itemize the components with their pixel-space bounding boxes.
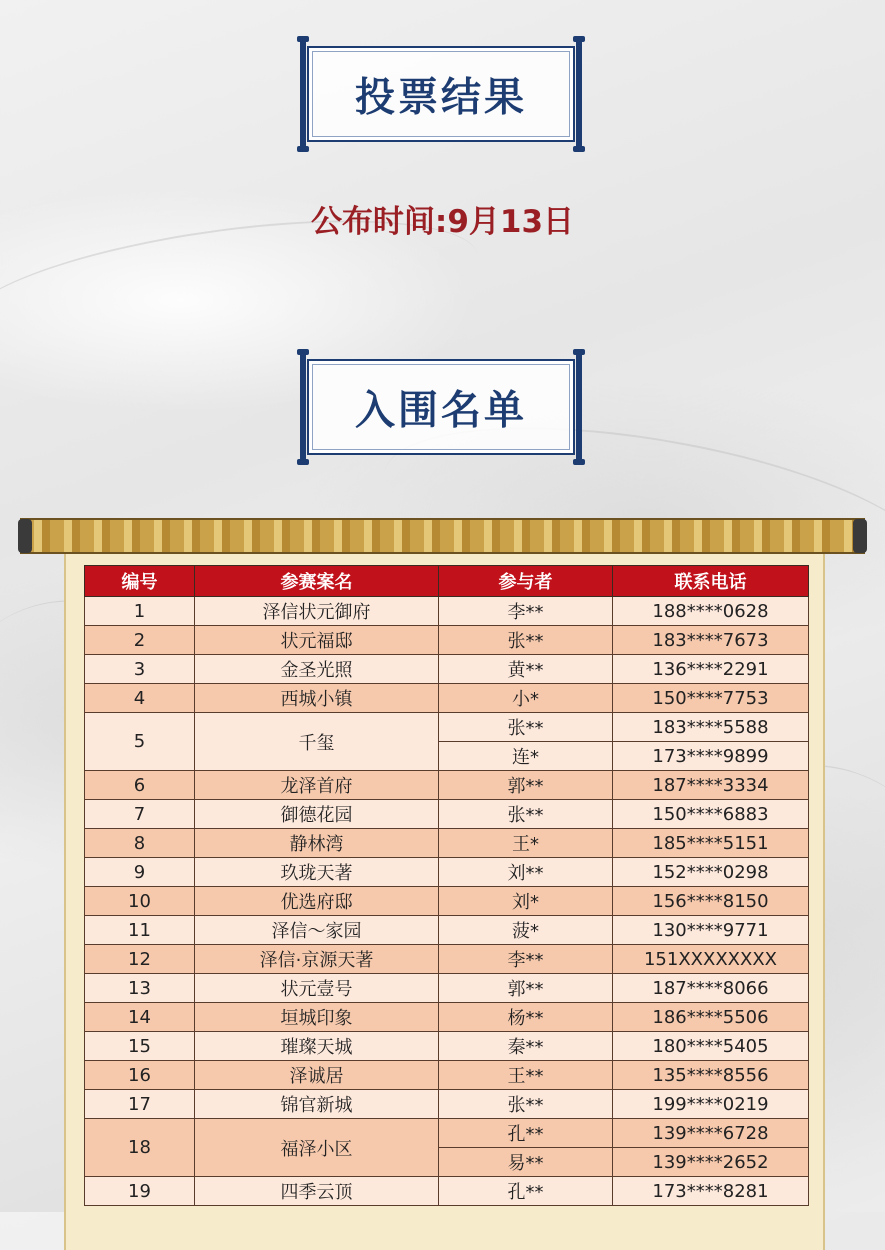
table-row — [85, 771, 809, 800]
cell-id: 17 — [85, 1090, 195, 1119]
cell-participant: 杨** — [439, 1003, 613, 1032]
cell-participant: 王** — [439, 1061, 613, 1090]
rod-cap — [573, 349, 585, 355]
cell-phone: 139****6728 — [613, 1119, 809, 1148]
table-row — [85, 597, 809, 626]
cell-entry-name: 状元福邸 — [195, 626, 439, 655]
cell-phone: 150****7753 — [613, 684, 809, 713]
table-row — [85, 945, 809, 974]
cell-id: 11 — [85, 916, 195, 945]
cell-phone: 130****9771 — [613, 916, 809, 945]
cell-phone: 135****8556 — [613, 1061, 809, 1090]
cell-entry-name: 状元壹号 — [195, 974, 439, 1003]
cell-id: 14 — [85, 1003, 195, 1032]
rod-cap — [297, 459, 309, 465]
cell-participant: 张** — [439, 713, 613, 742]
cell-id: 8 — [85, 829, 195, 858]
column-header-participant: 参与者 — [439, 566, 613, 597]
cell-participant: 黄** — [439, 655, 613, 684]
cell-participant: 刘* — [439, 887, 613, 916]
cell-participant: 秦** — [439, 1032, 613, 1061]
rod-cap — [573, 459, 585, 465]
cell-participant: 孔** — [439, 1177, 613, 1206]
cell-phone: 186****5506 — [613, 1003, 809, 1032]
table-row — [85, 713, 809, 742]
table-body — [85, 597, 809, 1206]
cell-entry-name: 龙泽首府 — [195, 771, 439, 800]
cell-participant: 连* — [439, 742, 613, 771]
cell-entry-name: 锦官新城 — [195, 1090, 439, 1119]
cell-participant: 郭** — [439, 771, 613, 800]
column-header-phone: 联系电话 — [613, 566, 809, 597]
cell-entry-name: 垣城印象 — [195, 1003, 439, 1032]
cell-phone: 156****8150 — [613, 887, 809, 916]
table-header-row — [85, 566, 809, 597]
cell-id: 2 — [85, 626, 195, 655]
title-banner — [297, 36, 585, 152]
cell-phone: 139****2652 — [613, 1148, 809, 1177]
rod-cap — [573, 36, 585, 42]
rod-end-left — [18, 519, 32, 553]
cell-id: 12 — [85, 945, 195, 974]
cell-participant: 孔** — [439, 1119, 613, 1148]
cell-entry-name: 璀璨天城 — [195, 1032, 439, 1061]
cell-entry-name: 静林湾 — [195, 829, 439, 858]
scroll-top-rod — [20, 518, 865, 554]
cell-entry-name: 泽信状元御府 — [195, 597, 439, 626]
cell-id: 6 — [85, 771, 195, 800]
cell-participant: 易** — [439, 1148, 613, 1177]
cell-phone: 188****0628 — [613, 597, 809, 626]
rod-cap — [297, 146, 309, 152]
table-row — [85, 684, 809, 713]
cell-entry-name: 泽诚居 — [195, 1061, 439, 1090]
table-row — [85, 887, 809, 916]
cell-entry-name: 千玺 — [195, 713, 439, 771]
cell-id: 15 — [85, 1032, 195, 1061]
cell-participant: 刘** — [439, 858, 613, 887]
page-title: 投票结果 — [355, 74, 527, 121]
table-row — [85, 974, 809, 1003]
cell-phone: 187****3334 — [613, 771, 809, 800]
cell-entry-name: 优选府邸 — [195, 887, 439, 916]
cell-participant: 张** — [439, 1090, 613, 1119]
cell-phone: 136****2291 — [613, 655, 809, 684]
column-header-id: 编号 — [85, 566, 195, 597]
cell-id: 19 — [85, 1177, 195, 1206]
table-row — [85, 655, 809, 684]
table-row — [85, 1090, 809, 1119]
cell-phone: 187****8066 — [613, 974, 809, 1003]
table-row — [85, 916, 809, 945]
cell-phone: 199****0219 — [613, 1090, 809, 1119]
cell-participant: 菠* — [439, 916, 613, 945]
cell-participant: 李** — [439, 945, 613, 974]
table-row — [85, 1177, 809, 1206]
finalist-table — [84, 565, 809, 1206]
cell-phone: 180****5405 — [613, 1032, 809, 1061]
cell-entry-name: 四季云顶 — [195, 1177, 439, 1206]
rod-end-right — [853, 519, 867, 553]
rod-cap — [573, 146, 585, 152]
rod-cap — [297, 349, 309, 355]
cell-id: 3 — [85, 655, 195, 684]
cell-id: 1 — [85, 597, 195, 626]
cell-phone: 173****8281 — [613, 1177, 809, 1206]
cell-id: 13 — [85, 974, 195, 1003]
cell-phone: 183****7673 — [613, 626, 809, 655]
cell-entry-name: 泽信·京源天著 — [195, 945, 439, 974]
table-row — [85, 800, 809, 829]
cell-phone: 152****0298 — [613, 858, 809, 887]
cell-phone: 150****6883 — [613, 800, 809, 829]
cell-participant: 张** — [439, 800, 613, 829]
section-title: 入围名单 — [355, 387, 527, 434]
table-row — [85, 626, 809, 655]
cell-entry-name: 福泽小区 — [195, 1119, 439, 1177]
table-row — [85, 1119, 809, 1148]
cell-entry-name: 金圣光照 — [195, 655, 439, 684]
cell-participant: 张** — [439, 626, 613, 655]
cell-entry-name: 玖珑天著 — [195, 858, 439, 887]
cell-phone: 183****5588 — [613, 713, 809, 742]
cell-id: 9 — [85, 858, 195, 887]
section-banner — [297, 349, 585, 465]
table-row — [85, 1061, 809, 1090]
cell-participant: 王* — [439, 829, 613, 858]
cell-entry-name: 泽信～家园 — [195, 916, 439, 945]
cell-id: 10 — [85, 887, 195, 916]
cell-phone: 151XXXXXXXX — [613, 945, 809, 974]
table-row — [85, 1003, 809, 1032]
cell-id: 4 — [85, 684, 195, 713]
cell-id: 5 — [85, 713, 195, 771]
publish-date: 公布时间:9月13日 — [310, 204, 575, 240]
column-header-name: 参赛案名 — [195, 566, 439, 597]
cell-entry-name: 御德花园 — [195, 800, 439, 829]
cell-participant: 李** — [439, 597, 613, 626]
cell-participant: 郭** — [439, 974, 613, 1003]
cell-phone: 185****5151 — [613, 829, 809, 858]
table-row — [85, 858, 809, 887]
cell-id: 16 — [85, 1061, 195, 1090]
table-row — [85, 829, 809, 858]
rod-cap — [297, 36, 309, 42]
cell-entry-name: 西城小镇 — [195, 684, 439, 713]
cell-id: 7 — [85, 800, 195, 829]
cell-id: 18 — [85, 1119, 195, 1177]
cell-participant: 小* — [439, 684, 613, 713]
cell-phone: 173****9899 — [613, 742, 809, 771]
table-row — [85, 1032, 809, 1061]
